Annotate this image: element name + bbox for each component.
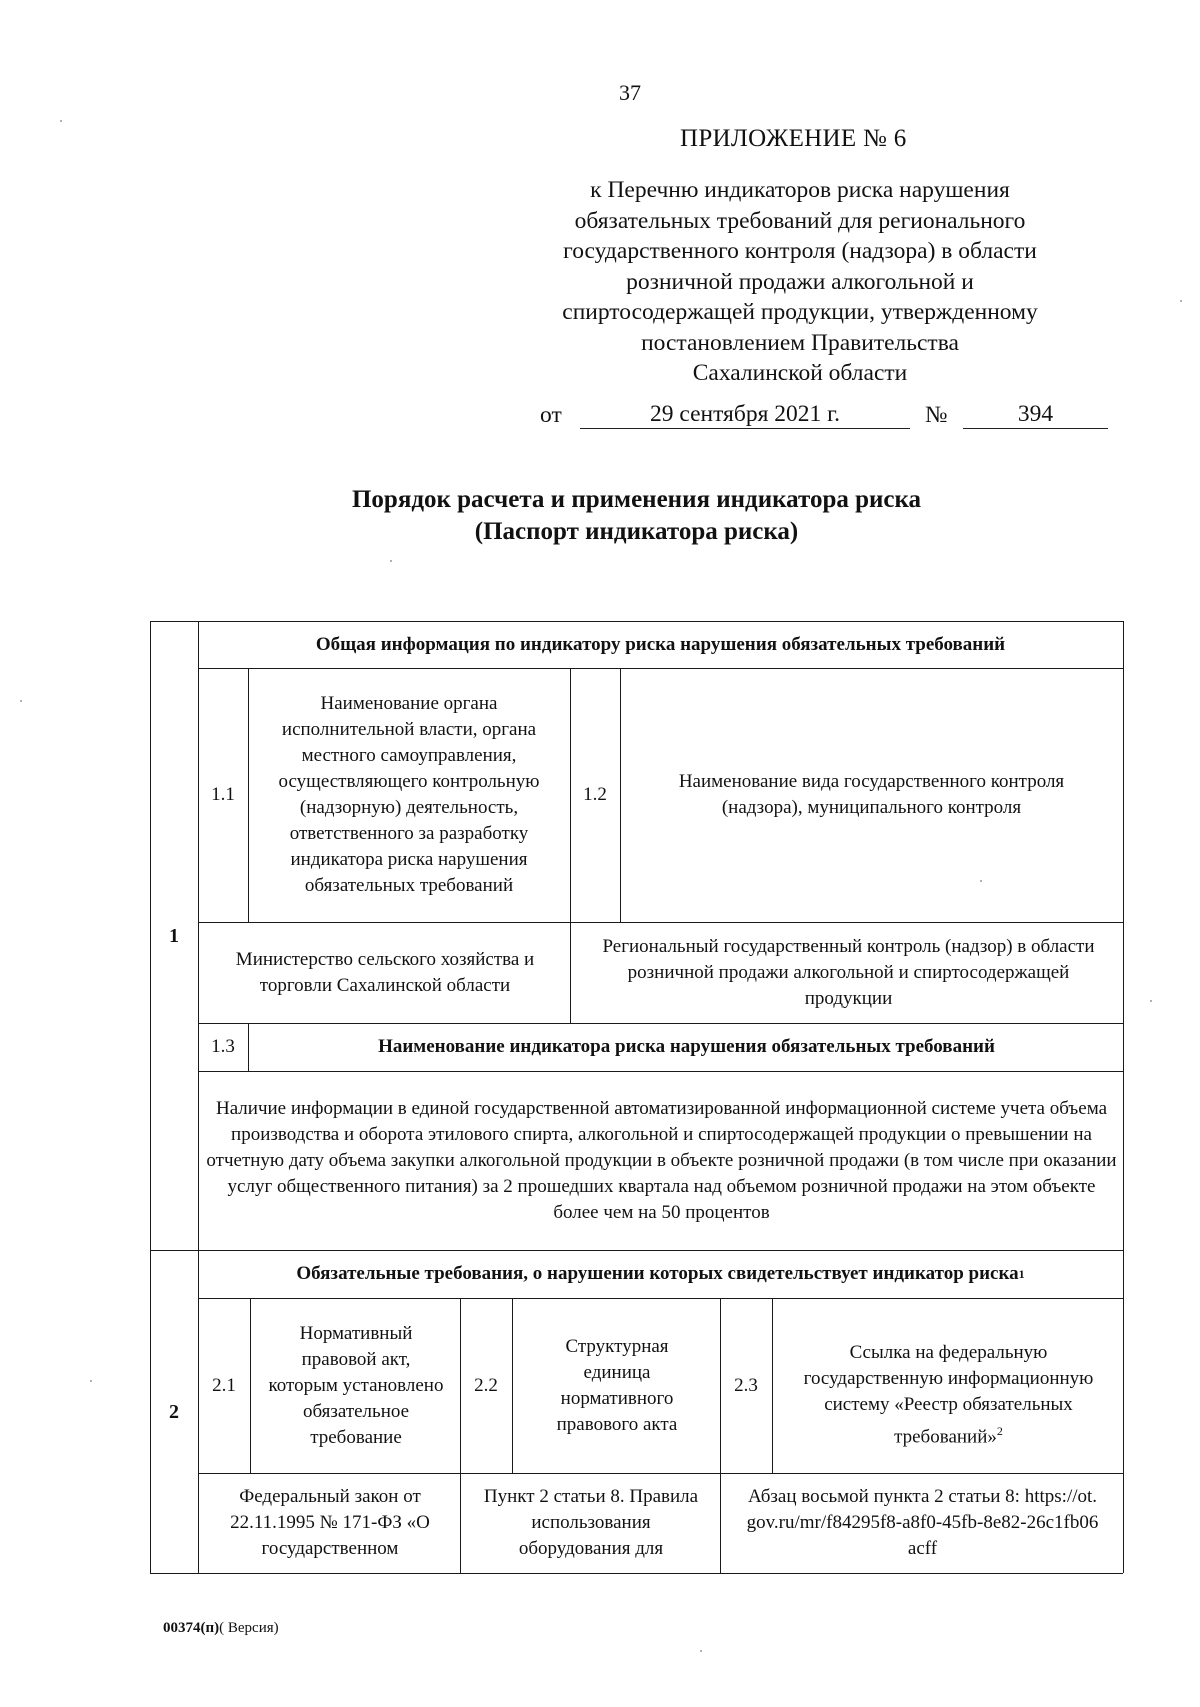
table-border — [248, 1023, 249, 1071]
item-1-3-number: 1.3 — [211, 1036, 235, 1057]
section-2-header-text: Обязательные требования, о нарушении которых свидетельствует индикатор риска — [296, 1263, 1019, 1284]
document-code — [163, 1620, 279, 1637]
item-1-1-label: Наименование органа исполнительной власти, органа местного самоуправления, осуществляющего контрольную (надзорную) деятельность, ответственного за разработку индикатора риска нарушения обязательных требований — [278, 693, 540, 896]
appendix-line: постановлением Правительства — [641, 329, 959, 356]
item-2-3-label — [774, 1298, 1123, 1473]
item-2-1-number: 2.1 — [212, 1374, 236, 1396]
decree-date: 29 сентября 2021 г. — [580, 400, 910, 429]
appendix-line: розничной продажи алкогольной и — [626, 268, 974, 295]
section-1-number: 1 — [169, 924, 179, 947]
scan-speck — [60, 120, 62, 122]
appendix-line: Сахалинской области — [692, 360, 908, 386]
scan-speck — [980, 880, 982, 882]
item-1-2-number: 1.2 — [583, 784, 607, 805]
item-2-1-label: Нормативный правовой акт, которым установлено обязательное требование — [268, 1322, 444, 1448]
scan-speck — [1150, 1000, 1152, 1002]
table-border — [1123, 621, 1124, 1573]
document-code-number: 00374(п) — [163, 1620, 220, 1636]
scan-speck — [1180, 300, 1182, 302]
footnote-marker: 1 — [1018, 1267, 1025, 1281]
date-prefix: от — [540, 402, 562, 428]
decree-number: 394 — [963, 400, 1108, 429]
item-1-3-label: Наименование индикатора риска нарушения обязательных требований — [378, 1036, 995, 1057]
page-number: 37 — [619, 80, 641, 105]
table-border — [250, 1298, 251, 1473]
scan-speck — [20, 700, 22, 702]
appendix-line: к Перечню индикаторов риска нарушения — [590, 177, 1010, 203]
section-2-number: 2 — [169, 1400, 179, 1423]
section-2-header — [198, 1250, 1123, 1298]
scan-speck — [90, 1380, 92, 1382]
scan-speck — [390, 560, 392, 562]
appendix-title: ПРИЛОЖЕНИЕ № 6 — [680, 125, 907, 152]
item-1-2-value: Региональный государственный контроль (надзор) в области розничной продажи алкогольной и спиртосодержащей продукции — [602, 935, 1095, 1009]
table-border — [772, 1298, 773, 1473]
item-1-2-label: Наименование вида государственного контроля (надзора), муниципального контроля — [678, 771, 1065, 818]
footnote-marker: 2 — [996, 1424, 1003, 1438]
item-2-3-number: 2.3 — [734, 1374, 758, 1396]
appendix-line: государственного контроля (надзора) в области — [563, 238, 1037, 264]
item-1-1-number: 1.1 — [211, 784, 235, 805]
item-2-3-value: Абзац восьмой пункта 2 статьи 8: https://ot.gov.ru/mr/f84295f8-a8f0-45fb-8e82-26c1fb06acff — [746, 1486, 1099, 1559]
heading-line-2: (Паспорт индикатора риска) — [474, 518, 799, 545]
item-1-3-value: Наличие информации в единой государственной автоматизированной информационной системе учета объема производства и оборота этилового спирта, алкогольной и спиртосодержащей продукции о превышении на отчетную дату объема закупки алкогольной продукции в объекте розничной продажи (в том числе при оказании услуг общественного питания) за 2 прошедших квартала над объемом розничной продажи на этом объекте более чем на 50 процентов — [206, 1097, 1117, 1223]
document-version: ( Версия) — [219, 1620, 279, 1636]
table-border — [248, 668, 249, 922]
appendix-reference — [520, 175, 1080, 389]
item-2-2-value: Пункт 2 статьи 8. Правила использования оборудования для — [483, 1486, 699, 1559]
appendix-line: обязательных требований для регионального — [574, 207, 1026, 234]
scan-speck — [700, 1650, 702, 1652]
table-border — [150, 1573, 1123, 1574]
number-prefix: № — [925, 402, 948, 428]
document-heading — [0, 484, 1200, 548]
heading-line-1: Порядок расчета и применения индикатора риска — [351, 486, 922, 513]
item-2-2-label: Структурная единица нормативного правового акта — [556, 1335, 678, 1435]
section-1-header: Общая информация по индикатору риска нарушения обязательных требований — [315, 633, 1006, 655]
item-1-1-value: Министерство сельского хозяйства и торговли Сахалинской области — [235, 948, 535, 996]
appendix-line: спиртосодержащей продукции, утвержденному — [562, 299, 1038, 325]
table-border — [620, 668, 621, 922]
table-border — [512, 1298, 513, 1473]
item-2-3-label-text: Ссылка на федеральную государственную информационную систему «Реестр обязательных требований» — [803, 1342, 1094, 1448]
item-2-1-value: Федеральный закон от 22.11.1995 № 171-ФЗ «О государственном — [230, 1486, 430, 1559]
item-2-2-number: 2.2 — [474, 1374, 498, 1396]
